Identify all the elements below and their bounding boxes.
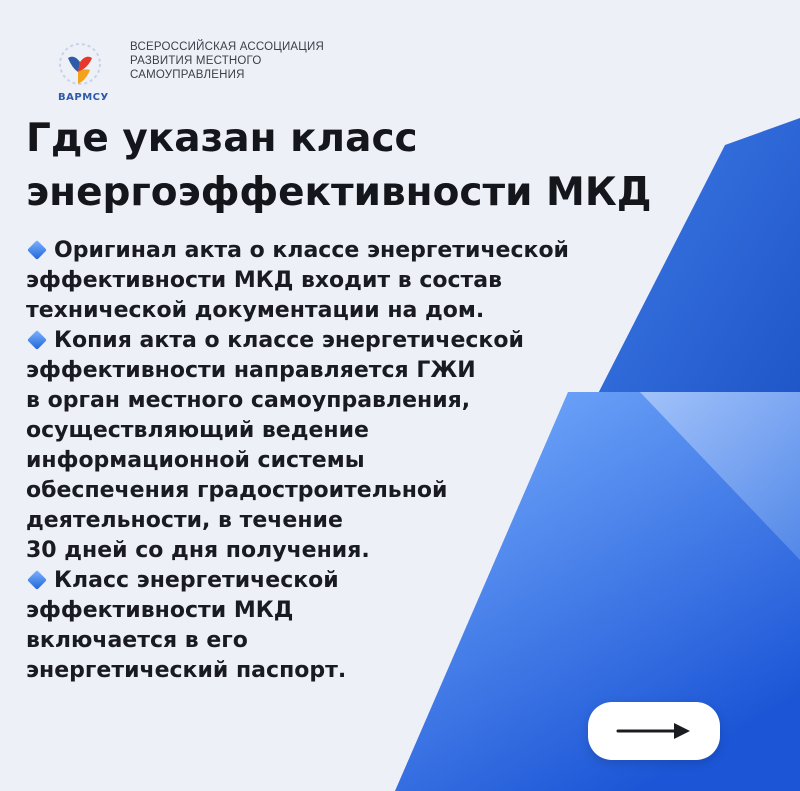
- body-line: деятельности, в течение: [26, 508, 343, 533]
- body-line: в орган местного самоуправления,: [26, 388, 471, 413]
- organization-name-line: ВСЕРОССИЙСКАЯ АССОЦИАЦИЯ: [130, 41, 324, 53]
- organization-logo: [50, 38, 350, 108]
- body-line: [26, 566, 726, 596]
- body-line: эффективности МКД: [26, 598, 294, 623]
- body-line: [26, 326, 726, 356]
- body-line: осуществляющий ведение: [26, 418, 369, 443]
- title-line: Где указан класс: [26, 116, 418, 161]
- body-line-text: Копия акта о классе энергетической: [54, 328, 524, 353]
- body-text: [26, 236, 726, 686]
- body-line: эффективности направляется ГЖИ: [26, 358, 476, 383]
- body-line: технической документации на дом.: [26, 298, 485, 323]
- body-line-text: Класс энергетической: [54, 568, 339, 593]
- blue-diamond-icon: [27, 240, 47, 260]
- body-line: информационной системы: [26, 448, 365, 473]
- organization-name-line: САМОУПРАВЛЕНИЯ: [130, 69, 245, 81]
- organization-name-line: РАЗВИТИЯ МЕСТНОГО: [130, 55, 262, 67]
- title-line: энергоэффективности МКД: [26, 170, 652, 215]
- logo-abbreviation: ВАРМСУ: [58, 92, 109, 103]
- body-line-text: Оригинал акта о классе энергетической: [54, 238, 569, 263]
- body-line: 30 дней со дня получения.: [26, 538, 370, 563]
- organization-name: [130, 40, 380, 82]
- next-slide-button[interactable]: [588, 702, 720, 760]
- arrow-right-icon: [614, 719, 694, 743]
- body-line: [26, 236, 726, 266]
- page-title: [26, 112, 726, 220]
- blue-diamond-icon: [27, 570, 47, 590]
- body-line: включается в его: [26, 628, 248, 653]
- body-line: обеспечения градостроительной: [26, 478, 448, 503]
- body-line: эффективности МКД входит в состав: [26, 268, 503, 293]
- blue-diamond-icon: [27, 330, 47, 350]
- body-line: энергетический паспорт.: [26, 658, 347, 683]
